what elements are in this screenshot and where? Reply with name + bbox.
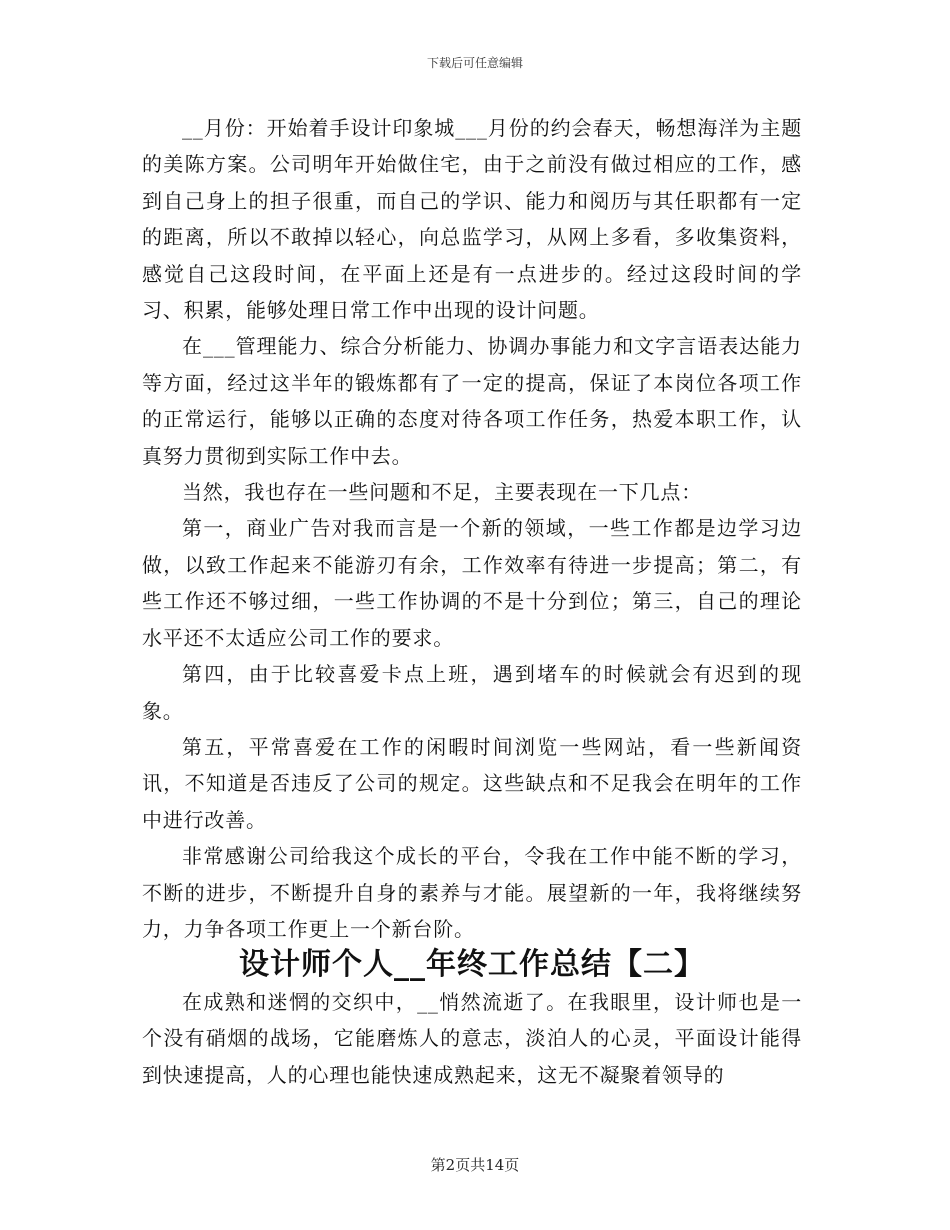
- paragraph-5: 第四，由于比较喜爱卡点上班，遇到堵车的时候就会有迟到的现象。: [142, 662, 802, 723]
- paragraph-7: 非常感谢公司给我这个成长的平台，令我在工作中能不断的学习，不断的进步，不断提升自身的素养与才能。展望新的一年，我将继续努力，力争各项工作更上一个新台阶。: [142, 844, 802, 941]
- page-number: 第2页共14页: [430, 1156, 520, 1174]
- section-title: 设计师个人__年终工作总结【二】: [239, 947, 705, 983]
- document-body: [142, 110, 802, 1093]
- paragraph-8: 在成熟和迷惘的交织中，__悄然流逝了。在我眼里，设计师也是一个没有硝烟的战场，它能磨炼人的意志，淡泊人的心灵，平面设计能得到快速提高，人的心理也能快速成熟起来，这无不凝聚着领导的: [142, 989, 802, 1087]
- paragraph-1: __月份：开始着手设计印象城___月份的约会春天，畅想海洋为主题的美陈方案。公司明年开始做住宅，由于之前没有做过相应的工作，感到自己身上的担子很重，而自己的学识、能力和阅历与其任职都有一定的距离，所以不敢掉以轻心，向总监学习，从网上多看，多收集资料，感觉自己这段时间，在平面上还是有一点进步的。经过这段时间的学习、积累，能够处理日常工作中出现的设计问题。: [142, 116, 802, 323]
- paragraph-3: 当然，我也存在一些问题和不足，主要表现在一下几点：: [182, 480, 702, 505]
- paragraph-6: 第五，平常喜爱在工作的闲暇时间浏览一些网站，看一些新闻资讯，不知道是否违反了公司的规定。这些缺点和不足我会在明年的工作中进行改善。: [142, 734, 802, 832]
- paragraph-2: 在___管理能力、综合分析能力、协调办事能力和文字言语表达能力等方面，经过这半年的锻炼都有了一定的提高，保证了本岗位各项工作的正常运行，能够以正确的态度对待各项工作任务，热爱本职工作，认真努力贯彻到实际工作中去。: [142, 334, 802, 468]
- page-header-note: 下载后可任意编辑: [426, 56, 523, 70]
- paragraph-4: 第一，商业广告对我而言是一个新的领域，一些工作都是边学习边做，以致工作起来不能游刃有余，工作效率有待进一步提高；第二，有些工作还不够过细，一些工作协调的不是十分到位；第三，自己的理论水平还不太适应公司工作的要求。: [142, 516, 802, 650]
